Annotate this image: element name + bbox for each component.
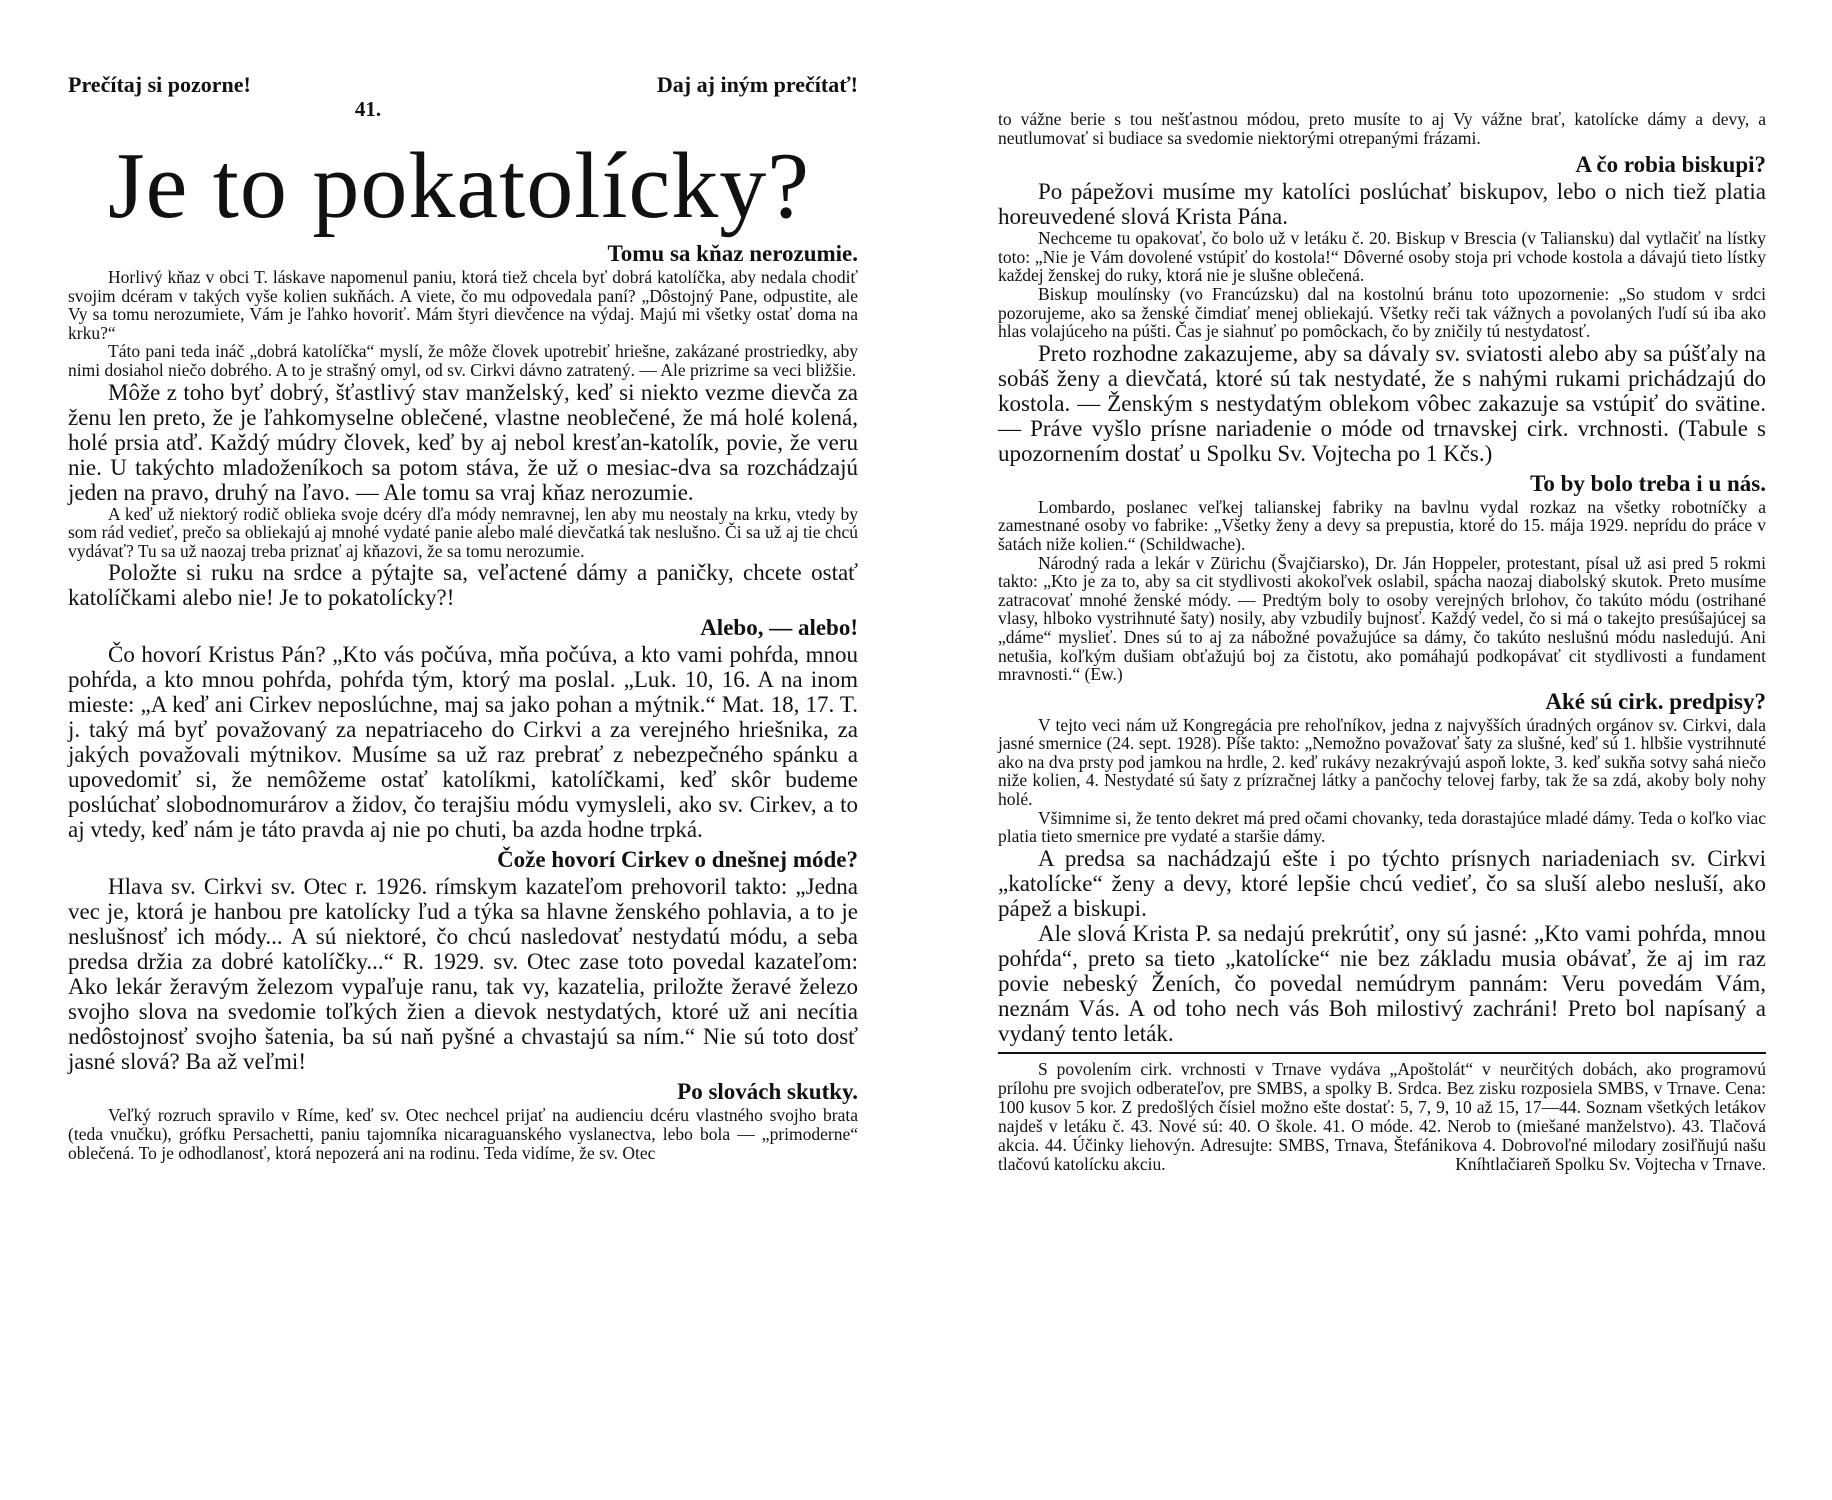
- top-bar: [68, 72, 858, 98]
- paragraph: Čo hovorí Kristus Pán? „Kto vás počúva, mňa počúva, a kto vami pohŕda, mnou pohŕda, a kto mnou pohŕda, pohŕda tým, ktorý ma poslal. „Luk. 10, 16. A na inom mieste: „A keď ani Cirkev neposlúchne, maj sa jako pohan a mýtnik.“ Mat. 18, 17. T. j. taký má byť považovaný za nepatriaceho do Cirkvi a za verejného hriešnika, za jakých považovali mýtnikov. Musíme sa už raz prebrať z nebezpečného spánku a upovedomiť si, že nemôžeme ostať katolíkmi, katolíčkami, keď skôr budeme poslúchať slobodnomurárov a židov, čo terajšiu módu vymysleli, ako sv. Cirkev, a to aj vtedy, keď nám je táto pravda aj nie po chuti, ba azda hodne trpká.: [68, 642, 858, 843]
- heading-alebo: Alebo, — alebo!: [700, 615, 858, 641]
- heading-to-by-bolo-treba: To by bolo treba i u nás.: [1530, 470, 1766, 496]
- paragraph: A keď už niektorý rodič oblieka svoje dcéry dľa módy nemravnej, len aby mu neostaly na krku, vtedy by som rád vedieť, prečo sa obliekajú aj mnohé vydaté panie alebo malé dievčatká tak neslušno. Či sa už aj tie chcú vydávať? Tu sa už naozaj treba priznať aj kňazovi, že sa tomu nerozumie.: [68, 503, 858, 561]
- divider: [998, 1052, 1766, 1054]
- paragraph: Táto pani teda ináč „dobrá katolíčka“ myslí, že môže človek upotrebiť hriešne, zakázané prostriedky, aby nimi dosiahol niečo dobrého. A to je strašný omyl, od sv. Cirkvi dávno zatratený. — Ale prizrime sa veci bližšie.: [68, 341, 858, 380]
- top-right-motto: Daj aj iným prečítať!: [656, 72, 858, 97]
- paragraph: Národný rada a lekár v Zürichu (Švajčiarsko), Dr. Ján Hoppeler, protestant, písal už asi pred 5 rokmi takto: „Kto je za to, aby sa cit stydlivosti akokoľvek oslabil, spácha naozaj diabolský skutok. Preto musíme zatracovať mnohé ženské módy. — Predtým boly to osoby verejných brlohov, čo takúto módu (ostrihané vlasy, hlboko vystrihnuté šaty) nosily, aby vzbudily bujnosť. Každý vedel, čo si má o takejto presúšajúcej sa „dáme“ myslieť. Dnes sú to aj za nábožné považujúce sa dámy, čo takúto neslušnú módu nasledujú. Ani netušia, koľkým dušiam obťažujú boj za čistotu, ako pomáhajú podkopávať cit stydlivosti a fundament mravnosti.“ (Ew.): [998, 552, 1766, 685]
- page-title: Je to pokatolícky?: [108, 134, 810, 238]
- leaflet-number: 41.: [354, 97, 382, 121]
- heading-ake-su-cirk-predpisy: Aké sú cirk. predpisy?: [1545, 688, 1766, 714]
- paragraph: Veľký rozruch spravilo v Ríme, keď sv. Otec nechcel prijať na audienciu dcéru vlastného svojho brata (teda vnučku), grófku Persachetti, paniu tajomníka nicaraguanského vyslanectva, lebo bola — „primoderne“ oblečená. To je odhodlanosť, ktorá nepozerá ani na rodinu. Teda vidíme, že sv. Otec: [68, 1105, 858, 1163]
- paragraph: Položte si ruku na srdce a pýtajte sa, veľactené dámy a paničky, chcete ostať katolíčkami alebo nie! Je to pokatolícky?!: [68, 560, 858, 611]
- left-column: [68, 72, 858, 1162]
- heading-tomu-sa-knaz: Tomu sa kňaz nerozumie.: [607, 241, 858, 266]
- footer-note: [998, 1060, 1766, 1174]
- heading-coze-hovori-cirkev: Čože hovorí Cirkev o dnešnej móde?: [497, 847, 858, 873]
- paragraph: Preto rozhodne zakazujeme, aby sa dávaly sv. sviatosti alebo aby sa púšťaly na sobáš ženy a dievčatá, ktoré sú tak nestydaté, že s nahými rukami prichádzajú do kostola. — Ženským s nestydatým oblekom vôbec zakazuje sa vstúpiť do svätine. — Práve vyšlo prísne nariadenie o móde od trnavskej cirk. vrchnosti. (Tabule s upozornením dostať u Spolku Sv. Vojtecha po 1 Kčs.): [998, 340, 1766, 466]
- paragraph: to vážne berie s tou nešťastnou módou, preto musíte to aj Vy vážne brať, katolícke dámy a devy, a neutlumovať si budiace sa svedomie niektorými otrepanými frázami.: [998, 109, 1766, 148]
- heading-po-slovach-skutky: Po slovách skutky.: [677, 1079, 858, 1105]
- paragraph: Horlivý kňaz v obci T. láskave napomenul paniu, ktorá tiež chcela byť dobrá katolíčka, aby nedala chodiť svojim dcéram v takých vyše kolien sukňách. A viete, čo mu odpovedala paní? „Dôstojný Pane, odpustite, ale Vy sa tomu nerozumiete, Vám je ľahko hovoriť. Mám štyri dievčence na výdaj. Majú mi všetky ostať doma na krku?“: [68, 267, 858, 343]
- right-column: [998, 110, 1766, 1174]
- paragraph: Po pápežovi musíme my katolíci poslúchať biskupov, lebo o nich tiež platia horeuvedené slová Krista Pána.: [998, 179, 1766, 230]
- printer-credit: Kníhtlačiareň Spolku Sv. Vojtecha v Trnave.: [1455, 1153, 1766, 1174]
- paragraph: Biskup moulínsky (vo Francúzsku) dal na kostolnú bránu toto upozornenie: „So studom v srdci pozorujeme, ako sa ženské čimdiať menej obliekajú. Všetky reči tak vážnych a povolaných ľudí sú iba ako hlas volajúceho na púšti. Čas je siahnuť po pomôckach, čo by zničily tú nestydatosť.: [998, 283, 1766, 342]
- paragraph: V tejto veci nám už Kongregácia pre rehoľníkov, jedna z najvyšších úradných orgánov sv. Cirkvi, dala jasné smernice (24. sept. 1928). Píše takto: „Nemožno považovať šaty za slušné, keď sú 1. hlbšie vystrihnuté ako na dva prsty pod jamkou na hrdle, 2. keď rukávy nezakrývajú aspoň lokte, 3. keď sukňa sotvy sahá niečo niže kolien, 4. Nestydaté sú šaty z prízračnej látky a pančochy telovej farby, tak že sa zdá, akoby boly nohy holé.: [998, 714, 1766, 810]
- footer-text: S povolením cirk. vrchnosti v Trnave vydáva „Apoštolát“ v neurčitých dobách, ako programovú prílohu pre svojich odberateľov, pre SMBS, a spolky B. Srdca. Bez zisku rozposiela SMBS, v Trnave. Cena: 100 kusov 5 kor. Z predošlých čísiel možno ešte dostať: 5, 7, 9, 10 až 15, 17—44. Soznam všetkých letákov najdeš v letáku č. 43. Nové sú: 40. O škole. 41. O móde. 42. Nerob to (miešané manželstvo). 43. Tlačová akcia. 44. Účinky liehovýn. Adresujte: SMBS, Trnava, Štefánikova 4. Dobrovoľné milodary zosiľňujú našu tlačovú katolícku akciu.: [998, 1058, 1766, 1174]
- paragraph: A predsa sa nachádzajú ešte i po týchto prísnych nariadeniach sv. Cirkvi „katolícke“ ženy a devy, ktoré lepšie chcú vedieť, čo sa sluší alebo nesluší, ako pápež a biskupi.: [998, 845, 1766, 921]
- paragraph: Hlava sv. Cirkvi sv. Otec r. 1926. rímskym kazateľom prehovoril takto: „Jedna vec je, ktorá je hanbou pre katolícky ľud a týka sa hlavne ženského pohlavia, a to je neslušnosť ich módy... A sú niektoré, čo chcú nasledovať nestydatú módu, a seba predsa držia za dobré katolíčky...“ R. 1929. sv. Otec zase toto povedal kazateľom: Ako lekár žeravým železom vypaľuje ranu, tak vy, kazatelia, priložte žeravé železo svojho slova na svedomie toľkých žien a dievok nestydatých, ktoré už ani necítia nedôstojnosť svojho šatenia, ba sú naň pyšné a chvastajú sa ním.“ Nie sú toto dosť jasné slová? Ba až veľmi!: [68, 874, 858, 1075]
- paragraph: Môže z toho byť dobrý, šťastlivý stav manželský, keď si niekto vezme dievča za ženu len preto, že je ľahkomyselne oblečené, vlastne neoblečené, že má holé kolená, holé prsia atď. Každý múdry človek, keď by aj nebol kresťan-katolík, povie, že veru nie. U takýchto mladoženíkoch sa potom stáva, že už o mesiac-dva sa rozchádzajú jeden na pravo, druhý na ľavo. — Ale tomu sa vraj kňaz nerozumie.: [68, 379, 858, 505]
- right-page: [916, 0, 1832, 1500]
- heading-co-robia-biskupi: A čo robia biskupi?: [1575, 152, 1766, 178]
- top-left-motto: Prečítaj si pozorne!: [68, 72, 251, 97]
- paragraph: Ale slová Krista P. sa nedajú prekrútiť, ony sú jasné: „Kto vami pohŕda, mnou pohŕda“, preto sa tieto „katolícke“ nie bez základu musia obávať, že aj im raz povie nebeský Ženích, čo povedal nemúdrym pannám: Veru povedám Vám, neznám Vás. A od toho nech vás Boh milostivý zachráni! Preto bol napísaný a vydaný tento leták.: [998, 920, 1766, 1046]
- paragraph: Všimnime si, že tento dekret má pred očami chovanky, teda dorastajúce mladé dámy. Teda o koľko viac platia tieto smernice pre vydaté a staršie dámy.: [998, 807, 1766, 847]
- paragraph: Lombardo, poslanec veľkej talianskej fabriky na bavlnu vydal rozkaz na všetky robotníčky a zamestnané osoby vo fabrike: „Všetky ženy a devy sa prepustia, ktoré do 15. mája 1929. neprídu do práce v šatách niže kolien.“ (Schildwache).: [998, 496, 1766, 554]
- paragraph: Nechceme tu opakovať, čo bolo už v letáku č. 20. Biskup v Brescia (v Taliansku) dal vytlačiť na lístky toto: „Nie je Vám dovolené vstúpiť do kostola!“ Dôverné osoby stoja pri vchode kostola a dávajú tieto lístky každej ženskej do ruky, ktorá nie je slušne oblečená.: [998, 228, 1766, 286]
